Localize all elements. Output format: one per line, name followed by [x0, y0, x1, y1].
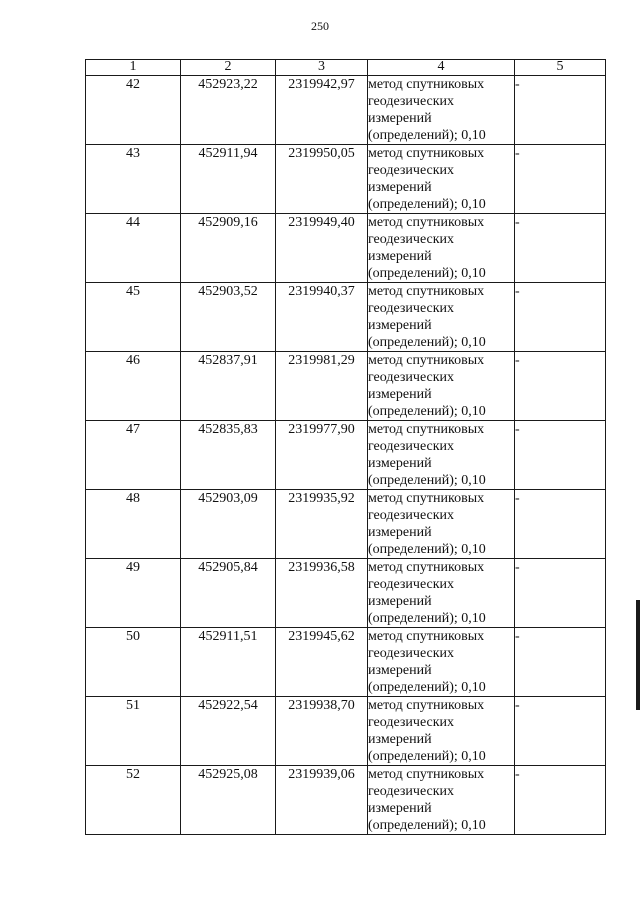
- method-cell: метод спутниковых геодезических измерений (определений); 0,10: [368, 490, 515, 559]
- table-body: [86, 76, 606, 835]
- table-row: [86, 421, 606, 490]
- point-number-cell: 50: [86, 628, 181, 697]
- point-number-cell: 46: [86, 352, 181, 421]
- note-cell: -: [515, 214, 606, 283]
- y-coordinate-cell: 2319945,62: [276, 628, 368, 697]
- method-cell: метод спутниковых геодезических измерений (определений); 0,10: [368, 283, 515, 352]
- method-cell: метод спутниковых геодезических измерений (определений); 0,10: [368, 766, 515, 835]
- method-cell: метод спутниковых геодезических измерений (определений); 0,10: [368, 145, 515, 214]
- point-number-cell: 43: [86, 145, 181, 214]
- method-cell: метод спутниковых геодезических измерений (определений); 0,10: [368, 352, 515, 421]
- column-header: 2: [181, 60, 276, 76]
- y-coordinate-cell: 2319940,37: [276, 283, 368, 352]
- note-cell: -: [515, 283, 606, 352]
- scan-edge-mark: [636, 600, 640, 710]
- y-coordinate-cell: 2319981,29: [276, 352, 368, 421]
- page-number: 250: [311, 19, 329, 33]
- y-coordinate-cell: 2319949,40: [276, 214, 368, 283]
- point-number-cell: 44: [86, 214, 181, 283]
- point-number-cell: 51: [86, 697, 181, 766]
- point-number-cell: 45: [86, 283, 181, 352]
- y-coordinate-cell: 2319939,06: [276, 766, 368, 835]
- table-header-row: [86, 60, 606, 76]
- x-coordinate-cell: 452925,08: [181, 766, 276, 835]
- y-coordinate-cell: 2319935,92: [276, 490, 368, 559]
- method-cell: метод спутниковых геодезических измерений (определений); 0,10: [368, 421, 515, 490]
- column-header: 1: [86, 60, 181, 76]
- point-number-cell: 42: [86, 76, 181, 145]
- point-number-cell: 48: [86, 490, 181, 559]
- y-coordinate-cell: 2319938,70: [276, 697, 368, 766]
- table-row: [86, 628, 606, 697]
- method-cell: метод спутниковых геодезических измерений (определений); 0,10: [368, 628, 515, 697]
- table-row: [86, 214, 606, 283]
- table-row: [86, 76, 606, 145]
- note-cell: -: [515, 559, 606, 628]
- table-row: [86, 697, 606, 766]
- y-coordinate-cell: 2319942,97: [276, 76, 368, 145]
- note-cell: -: [515, 628, 606, 697]
- y-coordinate-cell: 2319936,58: [276, 559, 368, 628]
- point-number-cell: 52: [86, 766, 181, 835]
- x-coordinate-cell: 452911,94: [181, 145, 276, 214]
- method-cell: метод спутниковых геодезических измерений (определений); 0,10: [368, 214, 515, 283]
- y-coordinate-cell: 2319950,05: [276, 145, 368, 214]
- point-number-cell: 47: [86, 421, 181, 490]
- y-coordinate-cell: 2319977,90: [276, 421, 368, 490]
- note-cell: -: [515, 766, 606, 835]
- table-row: [86, 283, 606, 352]
- x-coordinate-cell: 452837,91: [181, 352, 276, 421]
- coordinates-table: [85, 59, 606, 835]
- table-row: [86, 559, 606, 628]
- note-cell: -: [515, 421, 606, 490]
- x-coordinate-cell: 452909,16: [181, 214, 276, 283]
- column-header: 5: [515, 60, 606, 76]
- x-coordinate-cell: 452903,52: [181, 283, 276, 352]
- x-coordinate-cell: 452922,54: [181, 697, 276, 766]
- x-coordinate-cell: 452923,22: [181, 76, 276, 145]
- point-number-cell: 49: [86, 559, 181, 628]
- x-coordinate-cell: 452903,09: [181, 490, 276, 559]
- x-coordinate-cell: 452905,84: [181, 559, 276, 628]
- x-coordinate-cell: 452835,83: [181, 421, 276, 490]
- table-row: [86, 490, 606, 559]
- column-header: 3: [276, 60, 368, 76]
- table-row: [86, 766, 606, 835]
- x-coordinate-cell: 452911,51: [181, 628, 276, 697]
- note-cell: -: [515, 490, 606, 559]
- column-header: 4: [368, 60, 515, 76]
- note-cell: -: [515, 76, 606, 145]
- method-cell: метод спутниковых геодезических измерений (определений); 0,10: [368, 559, 515, 628]
- table-row: [86, 352, 606, 421]
- note-cell: -: [515, 352, 606, 421]
- table-row: [86, 145, 606, 214]
- note-cell: -: [515, 145, 606, 214]
- method-cell: метод спутниковых геодезических измерений (определений); 0,10: [368, 76, 515, 145]
- method-cell: метод спутниковых геодезических измерений (определений); 0,10: [368, 697, 515, 766]
- note-cell: -: [515, 697, 606, 766]
